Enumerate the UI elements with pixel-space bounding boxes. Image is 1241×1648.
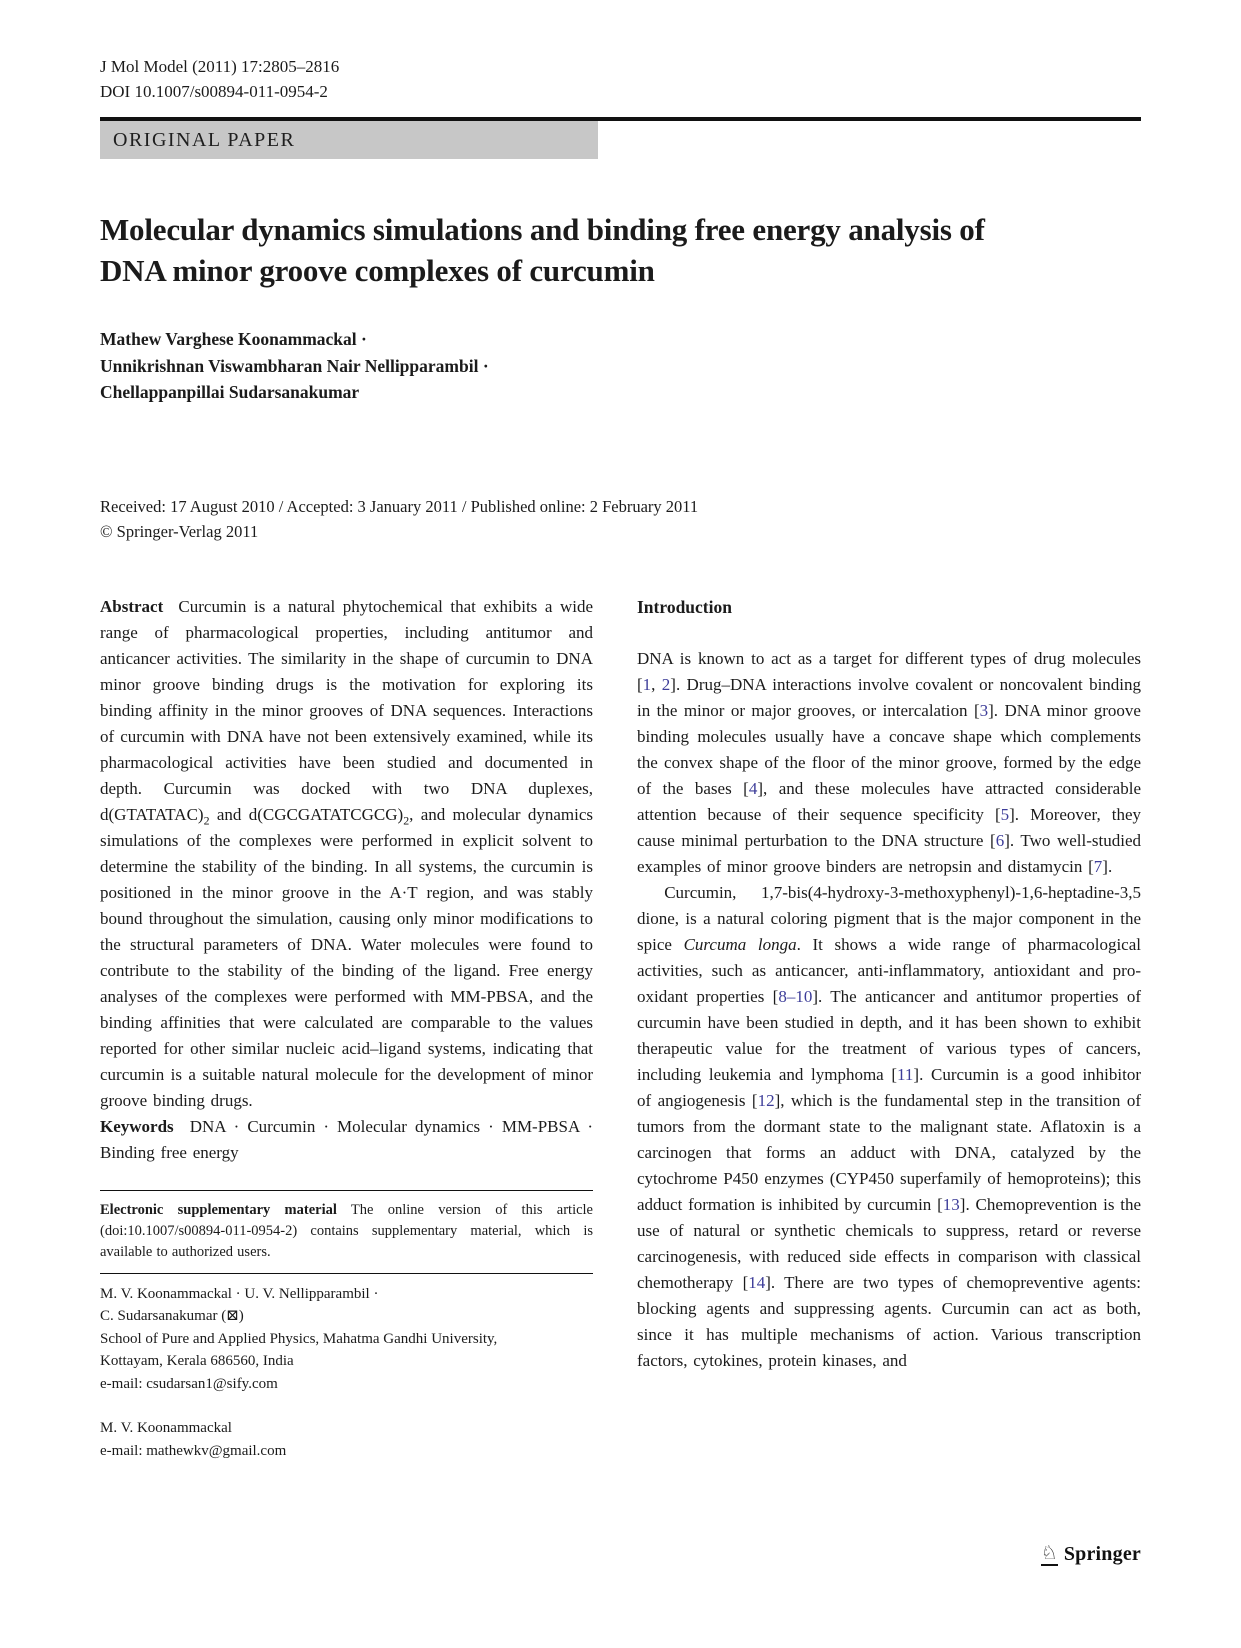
text-segment: ], which is the fundamental step in the transition of tumors from the dormant state to the malignant state. Aflatoxin is a carcinogen that forms an adduct with DNA, catalyzed by the cytochrome P450 enzymes (CYP450 superfamily of hemoproteins); this adduct formation is inhibited by curcumin [ [637, 1090, 1141, 1214]
abstract-paragraph [100, 594, 593, 1114]
text-segment: ]. Curcumin is a good inhibitor of angiogenesis [ [637, 1064, 1142, 1110]
address-line-with-envelope-icon: C. Sudarsanakumar (⊠) [100, 1308, 244, 1324]
esm-label: Electronic supplementary material [100, 1201, 337, 1218]
keywords-text: DNA · Curcumin · Molecular dynamics · MM-PBSA · Binding free energy [100, 1116, 593, 1162]
address-line: M. V. Koonammackal · U. V. Nellipparambil · [100, 1285, 379, 1302]
journal-ref: J Mol Model (2011) 17:2805–2816 [100, 57, 340, 76]
author-name: Mathew Varghese Koonammackal · [100, 329, 367, 349]
text-segment: ], and these molecules have attracted considerable attention because of their sequence specificity [ [637, 778, 1141, 824]
author-contact-name: M. V. Koonammackal [100, 1420, 232, 1436]
abstract-label: Abstract [100, 596, 164, 616]
abstract-text [100, 597, 593, 1110]
text-segment: and d(CGCGATATCGCG) [209, 804, 404, 824]
address-line: Kottayam, Kerala 686560, India [100, 1353, 294, 1369]
citation-link[interactable]: 12 [757, 1090, 775, 1110]
citation-link[interactable]: 6 [995, 830, 1005, 850]
text-segment: Curcuma longa [683, 934, 797, 954]
springer-logo [1041, 1543, 1141, 1566]
citation-link[interactable]: 14 [748, 1272, 766, 1292]
text-segment: Curcumin is a natural phytochemical that exhibits a wide range of pharmacological properties, including antitumor and anticancer activities. The similarity in the shape of curcumin to DNA minor groove binding drugs is the motivation for exploring its binding affinity in the minor grooves of DNA sequences. Interactions of curcumin with DNA have not been extensively examined, while its pharmacological activities have been studied and documented in depth. Curcumin was docked with two DNA duplexes, d(GTATATAC) [100, 596, 594, 824]
left-column [100, 594, 593, 1463]
citation-link[interactable]: 5 [1000, 804, 1010, 824]
introduction-heading: Introduction [637, 596, 732, 617]
text-segment: , and molecular dynamics simulations of the complexes were performed in explicit solvent to determine the stability of the binding. In all systems, the curcumin is positioned in the minor groove in the A·T region, and was stably bound throughout the simulation, causing only minor modifications to the structural parameters of DNA. Water molecules were found to contribute to the stability of the binding of the ligand. Free energy analyses of the complexes were performed with MM-PBSA, and the binding affinities that were calculated are comparable to the values reported for other similar nucleic acid–ligand systems, indicating that curcumin is a suitable natural molecule for the development of minor groove binding drugs. [100, 804, 593, 1110]
copyright-line: © Springer-Verlag 2011 [100, 521, 259, 541]
keywords-paragraph [100, 1114, 593, 1166]
citation-link[interactable]: 2 [661, 674, 671, 694]
citation-link[interactable]: 3 [979, 700, 989, 720]
column-gap [593, 594, 637, 1463]
springer-knight-icon: ♘ [1040, 1541, 1058, 1564]
citation-link[interactable]: 7 [1093, 856, 1103, 876]
doi-line: DOI 10.1007/s00894-011-0954-2 [100, 82, 328, 101]
footnote-block [100, 1190, 593, 1463]
introduction-paragraph-2 [637, 880, 1141, 1374]
paper-title: Molecular dynamics simulations and binding free energy analysis of DNA minor groove complexes of curcumin [100, 212, 985, 288]
citation-link[interactable]: 8–10 [778, 986, 813, 1006]
email-line: e-mail: csudarsan1@sify.com [100, 1375, 278, 1392]
text-segment: . It shows a wide range of pharmacological activities, such as anticancer, anti-inflammatory, antioxidant and pro-oxidant properties [ [637, 934, 1141, 1006]
dates-line: Received: 17 August 2010 / Accepted: 3 January 2011 / Published online: 2 February 2011 [100, 496, 699, 516]
author-name: Unnikrishnan Viswambharan Nair Nellipparambil · [100, 355, 489, 376]
text-segment: ]. There are two types of chemopreventive agents: blocking agents and suppressing agents. Curcumin can act as both, since it has multiple mechanisms of action. Various transcription factors, cytokines, protein kinases, and [637, 1272, 1142, 1370]
text-segment: ]. Moreover, they cause minimal perturbation to the DNA structure [ [637, 804, 1142, 850]
address-line: School of Pure and Applied Physics, Mahatma Gandhi University, [100, 1330, 498, 1347]
corresponding-address-block [100, 1274, 593, 1396]
text-segment: ]. The anticancer and antitumor properties of curcumin have been studied in depth, and it has been shown to exhibit therapeutic value for the treatment of various types of cancers, including leukemia and lymphoma [ [637, 986, 1141, 1084]
text-segment: , [651, 674, 662, 694]
introduction-paragraph-1 [637, 646, 1141, 880]
right-column [637, 594, 1141, 1463]
author-name: Chellappanpillai Sudarsanakumar [100, 382, 360, 402]
two-column-body [100, 594, 1141, 1463]
author-list [100, 326, 1141, 406]
esm-text: The online version of this article (doi:10.1007/s00894-011-0954-2) contains supplementary material, which is available to authorized users. [100, 1201, 593, 1260]
supplementary-material-note [100, 1191, 593, 1274]
text-segment: 2 [403, 812, 410, 827]
second-author-contact-block [100, 1417, 593, 1462]
text-segment: DNA is known to act as a target for different types of drug molecules [ [637, 648, 1141, 694]
citation-link[interactable]: 13 [942, 1194, 960, 1214]
citation-link[interactable]: 4 [748, 778, 758, 798]
original-paper-banner [100, 121, 598, 159]
publisher-name: Springer [1063, 1543, 1141, 1565]
banner-label: ORIGINAL PAPER [113, 128, 296, 151]
text-segment: ]. Two well-studied examples of minor groove binders are netropsin and distamycin [ [637, 830, 1141, 876]
text-segment: Curcumin, 1,7-bis(4-hydroxy-3-methoxyphenyl)-1,6-heptadine-3,5 dione, is a natural coloring pigment that is the major component in the spice [637, 882, 1141, 954]
text-segment: ]. Chemoprevention is the use of natural or synthetic chemicals to suppress, retard or reverse carcinogenesis, with reduced side effects in comparison with classical chemotherapy [ [637, 1194, 1141, 1292]
text-segment: ]. DNA minor groove binding molecules usually have a concave shape which complements the convex shape of the floor of the minor groove, formed by the edge of the bases [ [637, 700, 1141, 798]
citation-link[interactable]: 1 [642, 674, 652, 694]
citation-link[interactable]: 11 [897, 1064, 914, 1084]
text-segment: ]. Drug–DNA interactions involve covalent or noncovalent binding in the minor or major grooves, or intercalation [ [637, 674, 1142, 720]
text-segment: 2 [203, 812, 210, 827]
keywords-label: Keywords [100, 1116, 174, 1136]
text-segment: ]. [1102, 856, 1113, 876]
email-line: e-mail: mathewkv@gmail.com [100, 1442, 287, 1459]
